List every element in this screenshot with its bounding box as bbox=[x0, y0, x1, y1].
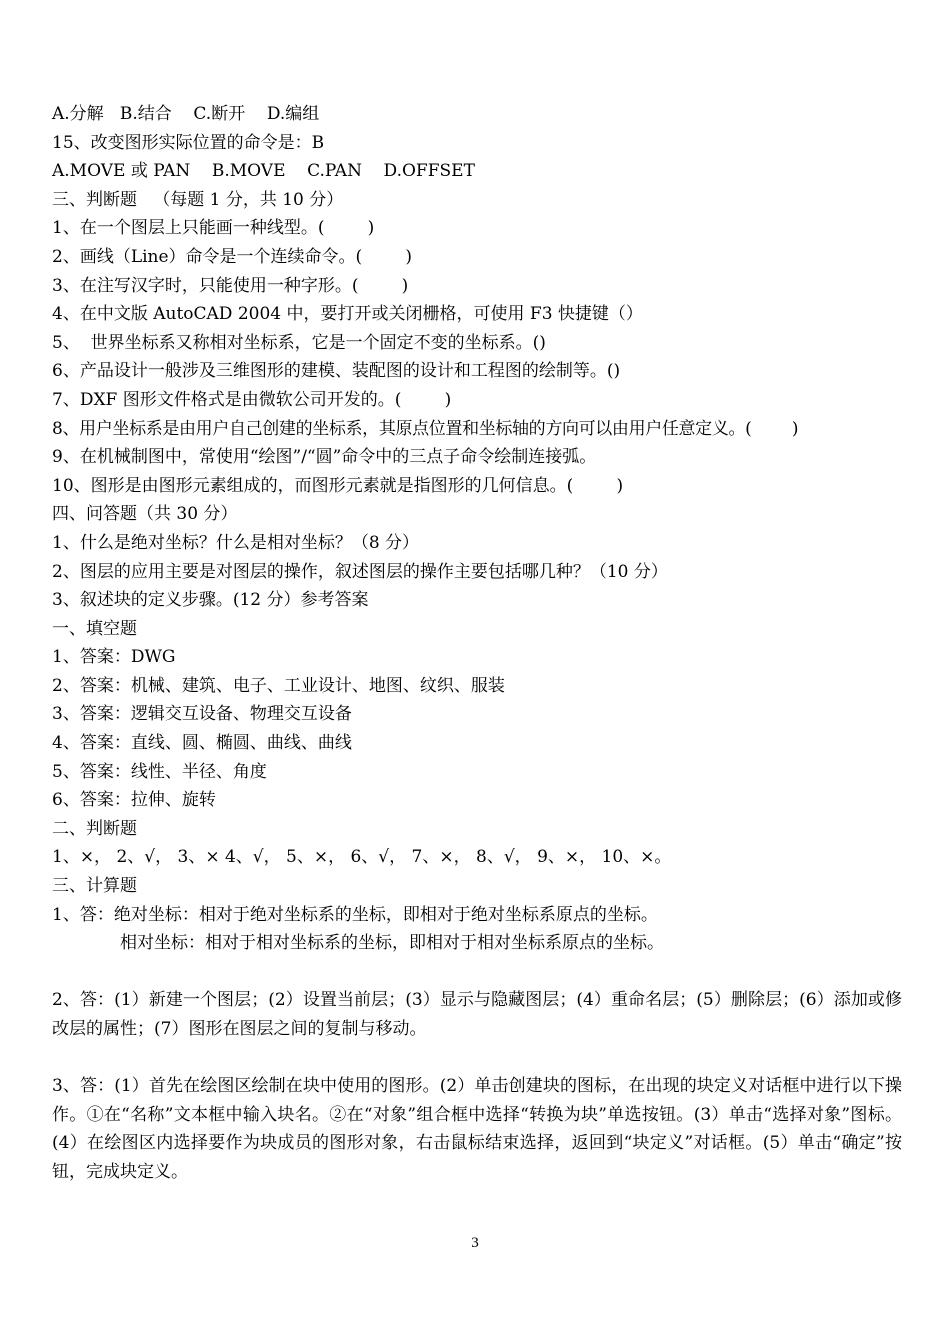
tf-question-9: 9、在机械制图中，常使用“绘图”/“圆”命令中的三点子命令绘制连接弧。 bbox=[52, 447, 597, 468]
qa-question-1: 1、什么是绝对坐标？什么是相对坐标？（8 分） bbox=[52, 532, 420, 553]
tf-question-5: 5、 世界坐标系又称相对坐标系，它是一个固定不变的坐标系。() bbox=[52, 332, 546, 353]
fill-answer-3: 3、答案：逻辑交互设备、物理交互设备 bbox=[52, 704, 352, 725]
tf-question-3: 3、在注写汉字时，只能使用一种字形。( ) bbox=[52, 275, 409, 296]
options-line-15: A.MOVE 或 PAN B.MOVE C.PAN D.OFFSET bbox=[52, 161, 475, 182]
fill-answer-6: 6、答案：拉伸、旋转 bbox=[52, 790, 216, 811]
qa-question-2: 2、图层的应用主要是对图层的操作，叙述图层的操作主要包括哪几种？（10 分） bbox=[52, 561, 668, 582]
section-heading-qa: 四、问答题（共 30 分） bbox=[52, 504, 238, 525]
qa-answer-2: 2、答：(1）新建一个图层；(2）设置当前层；(3）显示与隐藏图层；(4）重命名层；(5）删除层；(6）添加或修改层的属性；(7）图形在图层之间的复制与移动。 bbox=[52, 990, 902, 1039]
tf-question-1: 1、在一个图层上只能画一种线型。( ) bbox=[52, 218, 375, 239]
options-line-14: A.分解 B.结合 C.断开 D.编组 bbox=[52, 104, 320, 124]
fill-answer-4: 4、答案：直线、圆、椭圆、曲线、曲线 bbox=[52, 733, 352, 754]
fill-answer-2: 2、答案：机械、建筑、电子、工业设计、地图、纹织、服装 bbox=[52, 675, 505, 696]
qa-question-3: 3、叙述块的定义步骤。(12 分）参考答案 bbox=[52, 590, 369, 611]
fill-answer-5: 5、答案：线性、半径、角度 bbox=[52, 761, 267, 782]
tf-question-6: 6、产品设计一般涉及三维图形的建模、装配图的设计和工程图的绘制等。() bbox=[52, 361, 621, 382]
document-page bbox=[52, 100, 902, 1187]
qa-answer-3: 3、答：(1）首先在绘图区绘制在块中使用的图形。(2）单击创建块的图标，在出现的块定义对话框中进行以下操作。①在“名称”文本框中输入块名。②在“对象”组合框中选择“转换为块”单选按钮。(3）单击“选择对象”图标。(4）在绘图区内选择要作为块成员的图形对象，右击鼠标结束选择，返回到“块定义”对话框。(5）单击“确定”按钮，完成块定义。 bbox=[52, 1076, 902, 1182]
blank-spacer bbox=[52, 1044, 902, 1073]
tf-question-7: 7、DXF 图形文件格式是由微软公司开发的。( ) bbox=[52, 389, 452, 410]
tf-answers: 1、×， 2、√， 3、× 4、√， 5、×， 6、√， 7、×， 8、√， 9、×， 10、×。 bbox=[52, 847, 672, 868]
tf-question-4: 4、在中文版 AutoCAD 2004 中，要打开或关闭栅格，可使用 F3 快捷键（） bbox=[52, 304, 643, 325]
question-15: 15、改变图形实际位置的命令是：B bbox=[52, 132, 325, 153]
fill-answer-1: 1、答案：DWG bbox=[52, 647, 176, 668]
tf-question-10: 10、图形是由图形元素组成的，而图形元素就是指图形的几何信息。( ) bbox=[52, 475, 624, 496]
qa-answer-1-continued: 相对坐标：相对于相对坐标系的坐标，即相对于相对坐标系原点的坐标。 bbox=[120, 933, 664, 954]
answer-heading-calc: 三、计算题 bbox=[52, 876, 137, 897]
answer-heading-true-false: 二、判断题 bbox=[52, 818, 137, 839]
blank-spacer bbox=[52, 958, 902, 987]
page-number: 3 bbox=[471, 1235, 479, 1251]
section-heading-true-false: 三、判断题 （每题 1 分，共 10 分） bbox=[52, 189, 344, 210]
qa-answer-1: 1、答：绝对坐标：相对于绝对坐标系的坐标，即相对于绝对坐标系原点的坐标。 bbox=[52, 904, 658, 925]
answer-heading-fill-blank: 一、填空题 bbox=[52, 618, 137, 639]
tf-question-2: 2、画线（Line）命令是一个连续命令。( ) bbox=[52, 246, 413, 267]
tf-question-8: 8、用户坐标系是由用户自己创建的坐标系，其原点位置和坐标轴的方向可以由用户任意定义。( ) bbox=[52, 418, 799, 439]
